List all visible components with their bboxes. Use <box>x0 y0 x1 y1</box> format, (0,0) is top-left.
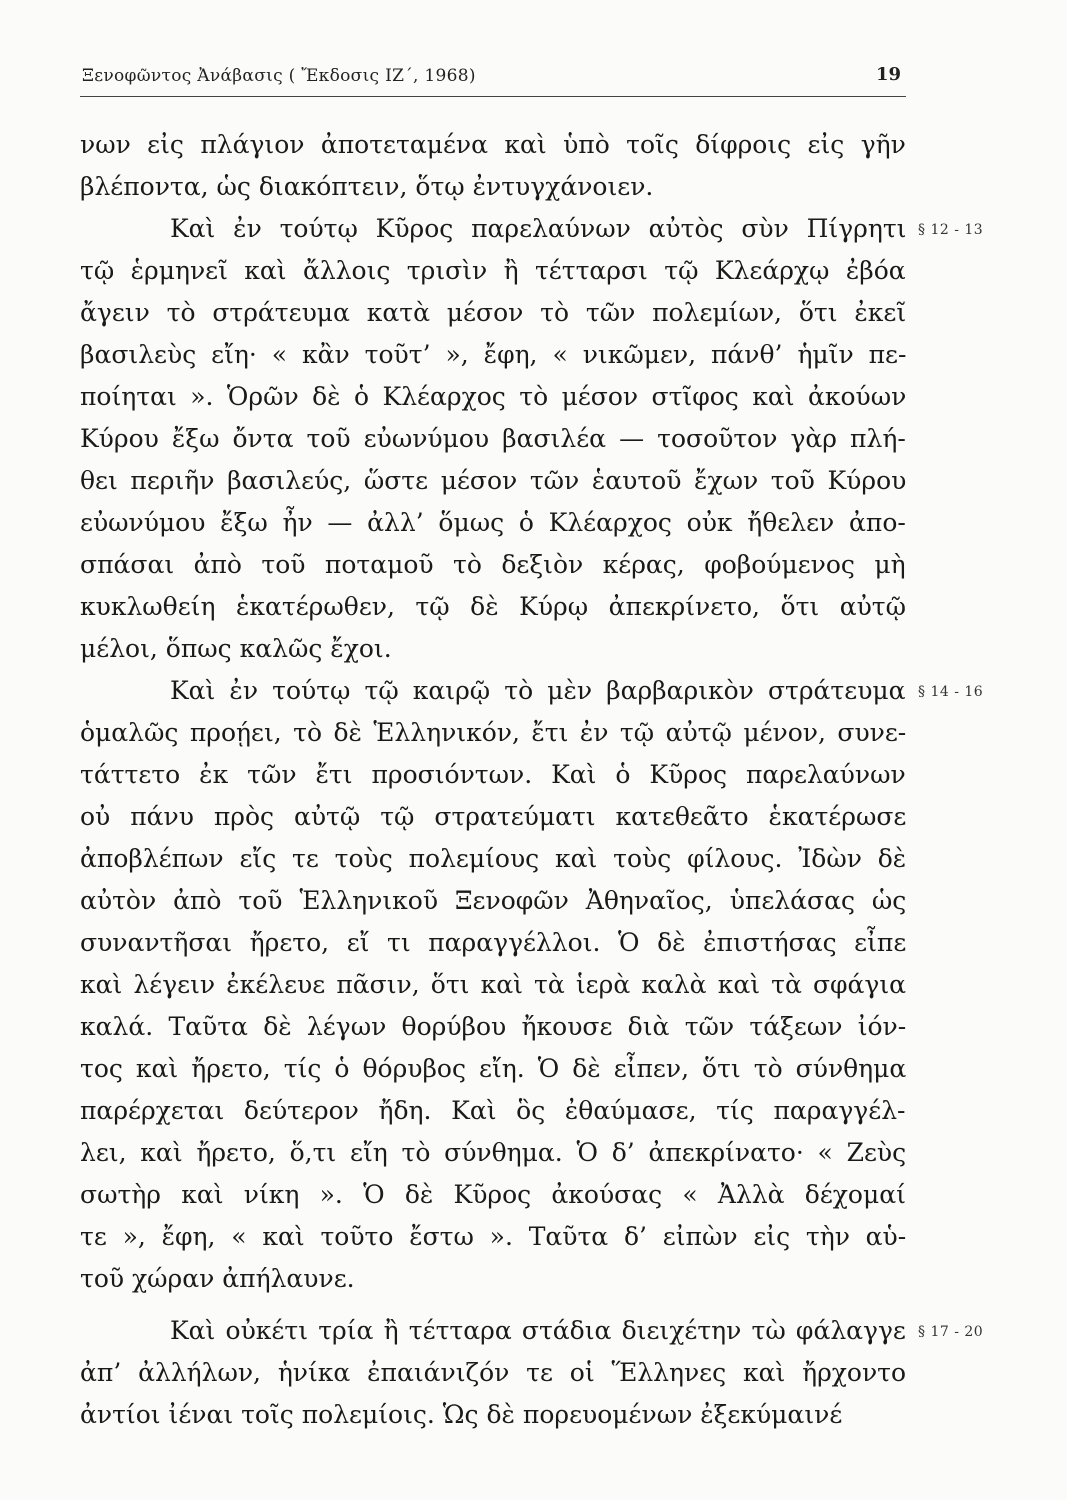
text-line: συναντῆσαι ἤρετο, εἴ τι παραγγέλλοι. Ὁ δὲ ἐπιστήσας εἶπε <box>80 928 907 957</box>
text-line: ἀποβλέπων εἴς τε τοὺς πολεμίους καὶ τοὺς φίλους. Ἰδὼν δὲ <box>80 844 907 873</box>
margin-section-note: § 12 - 13 <box>918 222 984 238</box>
text-line: τοῦ χώραν ἀπήλαυνε. <box>80 1264 355 1293</box>
text-line: ἀπ’ ἀλλήλων, ἡνίκα ἐπαιάνιζόν τε οἱ Ἕλληνες καὶ ἤρχοντο <box>80 1358 907 1387</box>
text-line: καὶ λέγειν ἐκέλευε πᾶσιν, ὅτι καὶ τὰ ἱερὰ καλὰ καὶ τὰ σφάγια <box>80 970 907 999</box>
header-rule <box>80 96 906 97</box>
text-line: τῷ ἑρμηνεῖ καὶ ἄλλοις τρισὶν ἢ τέτταρσι τῷ Κλεάρχῳ ἐβόα <box>80 256 906 285</box>
text-line: σωτὴρ καὶ νίκη ». Ὁ δὲ Κῦρος ἀκούσας « Ἀλλὰ δέχομαί <box>80 1180 906 1209</box>
text-line: τος καὶ ἤρετο, τίς ὁ θόρυβος εἴη. Ὁ δὲ εἶπεν, ὅτι τὸ σύνθημα <box>80 1054 907 1083</box>
text-line: τάττετο ἐκ τῶν ἔτι προσιόντων. Καὶ ὁ Κῦρος παρελαύνων <box>80 760 906 789</box>
text-line: τε », ἔφη, « καὶ τοῦτο ἔστω ». Ταῦτα δ’ εἰπὼν εἰς τὴν αὑ- <box>80 1222 907 1251</box>
text-line: Καὶ ἐν τούτῳ Κῦρος παρελαύνων αὐτὸς σὺν Πίγρητι <box>170 214 907 243</box>
text-line: μέλοι, ὅπως καλῶς ἔχοι. <box>80 634 392 663</box>
text-line: θει περιῆν βασιλεύς, ὥστε μέσον τῶν ἑαυτοῦ ἔχων τοῦ Κύρου <box>80 466 907 495</box>
text-line: οὐ πάνυ πρὸς αὐτῷ τῷ στρατεύματι κατεθεᾶτο ἑκατέρωσε <box>80 802 907 831</box>
page-number: 19 <box>876 64 902 85</box>
text-line: ποίηται ». Ὁρῶν δὲ ὁ Κλέαρχος τὸ μέσον στῖφος καὶ ἀκούων <box>80 382 907 411</box>
text-line: βλέποντα, ὡς διακόπτειν, ὅτῳ ἐντυγχάνοιεν. <box>80 172 654 201</box>
text-line: ὁμαλῶς προῄει, τὸ δὲ Ἑλληνικόν, ἔτι ἐν τῷ αὐτῷ μένον, συνε- <box>80 718 907 747</box>
text-line: αὐτὸν ἀπὸ τοῦ Ἑλληνικοῦ Ξενοφῶν Ἀθηναῖος, ὑπελάσας ὡς <box>80 886 907 915</box>
text-line: ἀντίοι ἰέναι τοῖς πολεμίοις. Ὡς δὲ πορευομένων ἐξεκύμαινέ <box>80 1400 843 1429</box>
text-line: σπάσαι ἀπὸ τοῦ ποταμοῦ τὸ δεξιὸν κέρας, φοβούμενος μὴ <box>80 550 906 579</box>
text-line: Κύρου ἔξω ὄντα τοῦ εὐωνύμου βασιλέα — τοσοῦτον γὰρ πλή- <box>80 424 906 453</box>
running-header-title: Ξενοφῶντος Ἀνάβασις ( Ἔκδοσις ΙΖ΄, 1968) <box>82 66 476 86</box>
margin-section-note: § 17 - 20 <box>918 1324 984 1340</box>
text-line: ἄγειν τὸ στράτευμα κατὰ μέσον τὸ τῶν πολεμίων, ὅτι ἐκεῖ <box>80 298 907 327</box>
text-line: Καὶ οὐκέτι τρία ἢ τέτταρα στάδια διειχέτην τὼ φάλαγγε <box>170 1316 906 1345</box>
text-line: Καὶ ἐν τούτῳ τῷ καιρῷ τὸ μὲν βαρβαρικὸν στράτευμα <box>170 676 906 705</box>
text-line: παρέρχεται δεύτερον ἤδη. Καὶ ὃς ἐθαύμασε, τίς παραγγέλ- <box>80 1096 906 1125</box>
text-line: καλά. Ταῦτα δὲ λέγων θορύβου ἤκουσε διὰ τῶν τάξεων ἰόν- <box>80 1012 907 1041</box>
text-line: νων εἰς πλάγιον ἀποτεταμένα καὶ ὑπὸ τοῖς δίφροις εἰς γῆν <box>80 130 906 159</box>
text-line: εὐωνύμου ἔξω ἦν — ἀλλ’ ὅμως ὁ Κλέαρχος οὐκ ἤθελεν ἀπο- <box>80 508 906 537</box>
margin-section-note: § 14 - 16 <box>918 684 984 700</box>
text-line: βασιλεὺς εἴη· « κἂν τοῦτ’ », ἔφη, « νικῶμεν, πάνθ’ ἡμῖν πε- <box>80 340 907 369</box>
text-line: λει, καὶ ἤρετο, ὅ,τι εἴη τὸ σύνθημα. Ὁ δ’ ἀπεκρίνατο· « Ζεὺς <box>80 1138 907 1167</box>
text-line: κυκλωθείη ἑκατέρωθεν, τῷ δὲ Κύρῳ ἀπεκρίνετο, ὅτι αὐτῷ <box>80 592 907 621</box>
